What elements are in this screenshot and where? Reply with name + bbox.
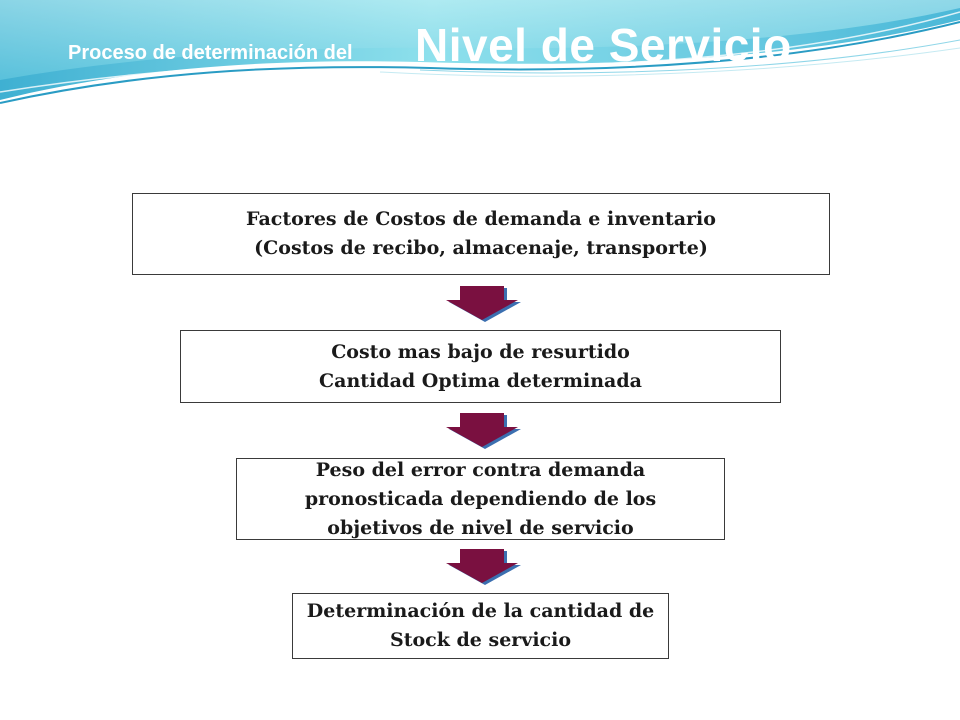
flow-step-text: Costo mas bajo de resurtido bbox=[331, 340, 630, 363]
flow-step-text: (Costos de recibo, almacenaje, transporte) bbox=[254, 237, 708, 259]
down-arrow-icon bbox=[441, 285, 523, 323]
flow-step-text: Cantidad Optima determinada bbox=[319, 369, 642, 392]
flow-step-error-weight bbox=[236, 458, 725, 540]
flow-step-lowest-cost bbox=[180, 330, 781, 403]
flow-step-safety-stock bbox=[292, 593, 669, 659]
flow-step-text: Peso del error contra demanda bbox=[315, 458, 646, 481]
down-arrow-icon bbox=[441, 548, 523, 586]
slide-title: Nivel de Servicio bbox=[415, 19, 792, 71]
flow-step-cost-factors bbox=[132, 193, 830, 275]
flow-step-text: pronosticada dependiendo de los bbox=[304, 487, 657, 510]
flow-step-text: Determinación de la cantidad de bbox=[306, 600, 655, 622]
flow-step-text: Stock de servicio bbox=[389, 629, 572, 651]
flow-step-text: objetivos de nivel de servicio bbox=[327, 516, 634, 539]
slide-subtitle: Proceso de determinación del bbox=[68, 42, 353, 64]
down-arrow-icon bbox=[441, 412, 523, 450]
flow-step-text: Factores de Costos de demanda e inventario bbox=[246, 208, 716, 230]
